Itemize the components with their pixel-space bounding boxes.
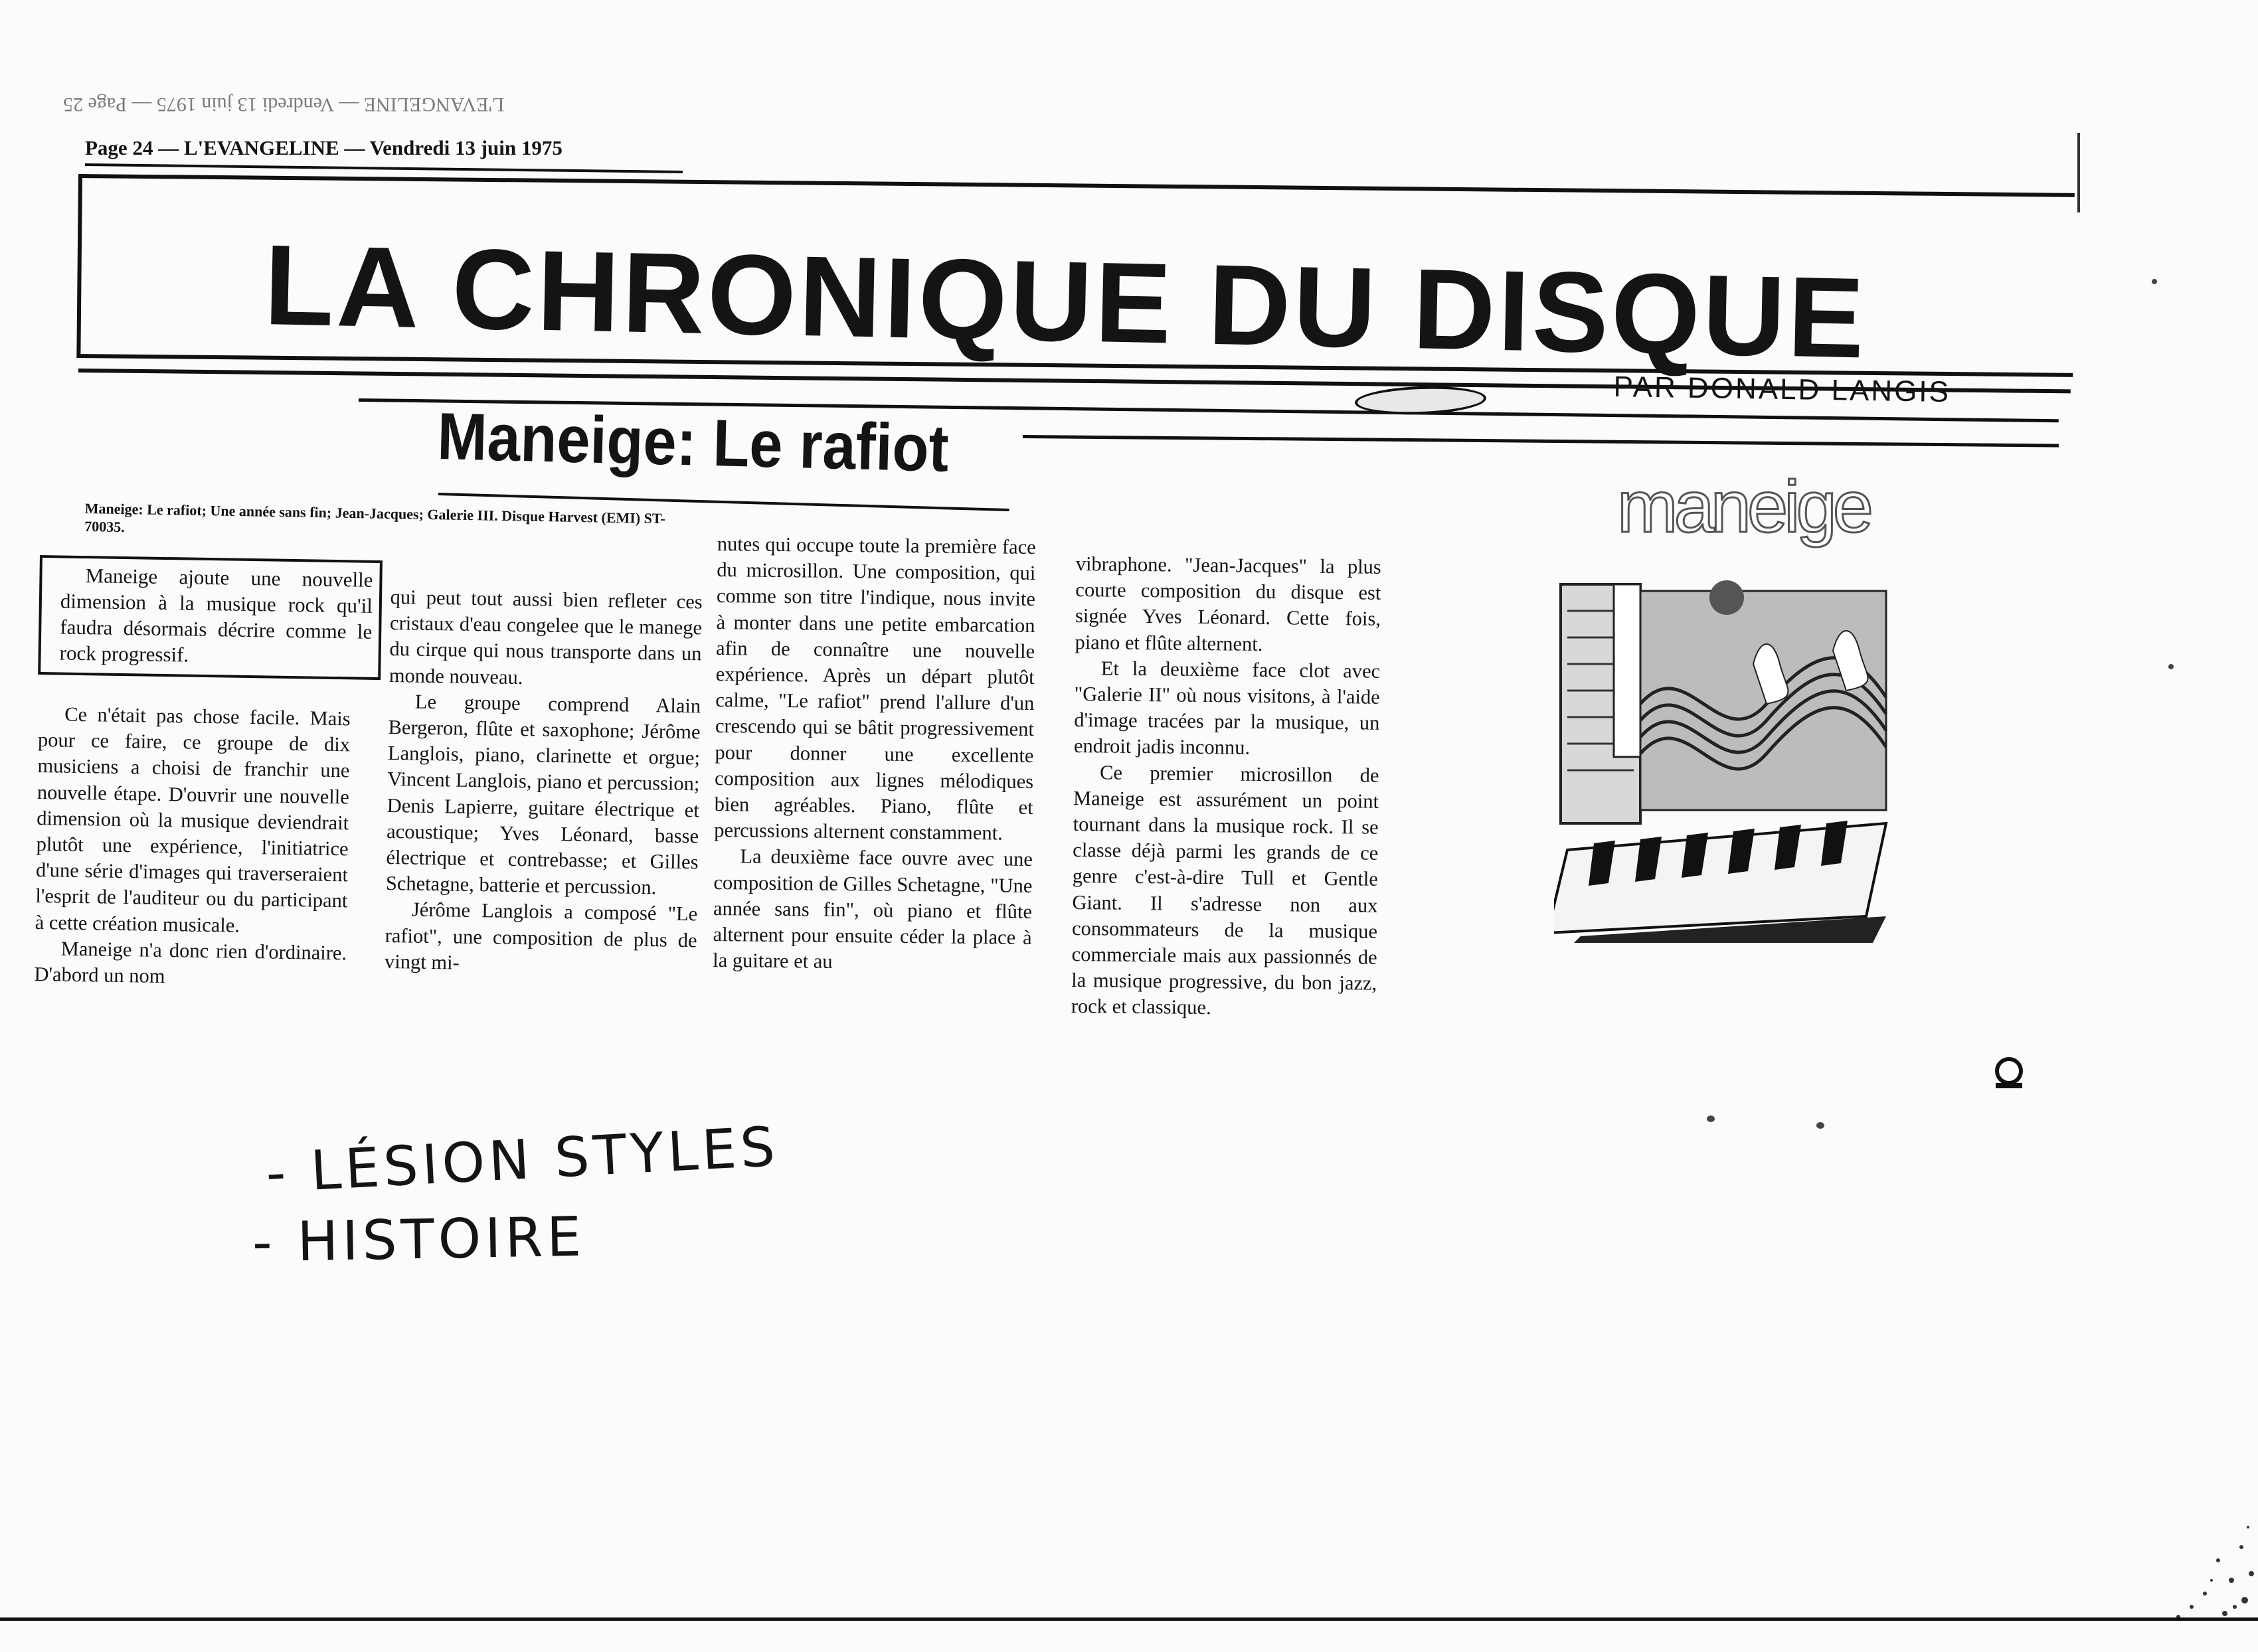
handwritten-note-1: - LÉSION STYLES [264,1115,781,1206]
paragraph: La deuxième face ouvre avec une composition de Gilles Schetagne, "Une année sans fin", où piano et flûte alternent pour ensuite céder la place à la guitare et au [713,845,1033,973]
article-column-2 [385,584,703,979]
article-column-1 [34,701,351,993]
byline: PAR DONALD LANGIS [1613,371,1951,408]
bottom-rule [0,1617,2258,1621]
page-header: Page 24 — L'EVANGELINE — Vendredi 13 juin 1975 [85,136,563,159]
paragraph: nutes qui occupe toute la première face du microsillon. Une composition, qui comme son titre l'indique, nous invite à monter dans une petite embarcation afin de connaître une nouvelle expérience. Après un départ plutôt calme, "Le rafiot" prend l'allure d'un crescendo qui se bâtit progressivement pour donner une excellente composition aux lignes mélodiques bien agréables. Piano, flûte et percussions alternent constamment. [714,532,1036,845]
article-column-4 [1071,551,1381,1023]
paragraph: Et la deuxième face clot avec "Galerie II" où nous visitons, à l'aide d'image tracées par la musique, un endroit jadis inconnu. [1073,657,1381,760]
mirrored-page-header: L'EVANGELINE — Vendredi 13 juin 1975 — Page 25 [63,94,505,116]
article-title: Maneige: Le rafiot [436,398,950,486]
paragraph: vibraphone. "Jean-Jacques" la plus courte composition du disque est signée Yves Léonard. Cette fois, piano et flûte alternent. [1075,552,1381,655]
speck [1707,1115,1715,1122]
paragraph: qui peut tout aussi bien refleter ces cristaux d'eau congelee que le manege du cirque qui nous transporte dans un monde nouveau. [389,585,703,689]
paragraph: Jérôme Langlois a composé "Le rafiot", une composition de plus de vingt mi- [384,898,698,974]
record-credits: Maneige: Le rafiot; Une année sans fin; Jean-Jacques; Galerie III. Disque Harvest (EMI) ST-70035. [84,499,666,536]
speck [1816,1122,1824,1129]
album-cover-illustration [1554,571,1899,943]
lower-rule [1023,435,2059,448]
article-column-3 [713,531,1036,977]
scan-smudge [2085,1428,2258,1620]
album-cover-title: maneige [1617,466,1869,548]
paragraph: Ce premier microsillon de Maneige est assurément un point tournant dans la musique rock. Il se classe déjà parmi les grands de ce genre c'est-à-dire Tull et Gentle Giant. Il s'adresse non aux consommateurs de la musique commerciale mais aux passionnés de la musique progressive, du bon jazz, rock et classique. [1071,761,1379,1019]
section-title: LA CHRONIQUE DU DISQUE [262,220,1868,382]
paragraph: Ce n'était pas chose facile. Mais pour ce faire, ce groupe de dix musiciens a choisi de franchir une nouvelle étape. D'ouvrir une nouvelle dimension où la musique deviendrait plutôt une expérience, l'initiatrice d'une série d'images qui traverseraient l'esprit de l'auditeur ou du participant à cette création musicale. [35,702,351,937]
paragraph: Le groupe comprend Alain Bergeron, flûte et saxophone; Jérôme Langlois, piano, clarinette et orgue; Vincent Langlois, piano et percussion; Denis Lapierre, guitare électrique et acoustique; Yves Léonard, basse électrique et contrebasse; et Gilles Schetagne, batterie et percussion. [385,690,701,899]
lead-paragraph: Maneige ajoute une nouvelle dimension à la musique rock qu'il faudra désormais décrire comme le rock progressif. [38,555,383,680]
speck [2152,279,2157,284]
paragraph: Maneige n'a donc rien d'ordinaire. D'abord un nom [34,937,347,988]
handwritten-note-2: - HISTOIRE [252,1205,586,1275]
speck [2168,664,2174,669]
margin-mark [2077,133,2080,212]
publisher-stamp-icon [1992,1052,2026,1091]
header-underline [85,163,683,173]
